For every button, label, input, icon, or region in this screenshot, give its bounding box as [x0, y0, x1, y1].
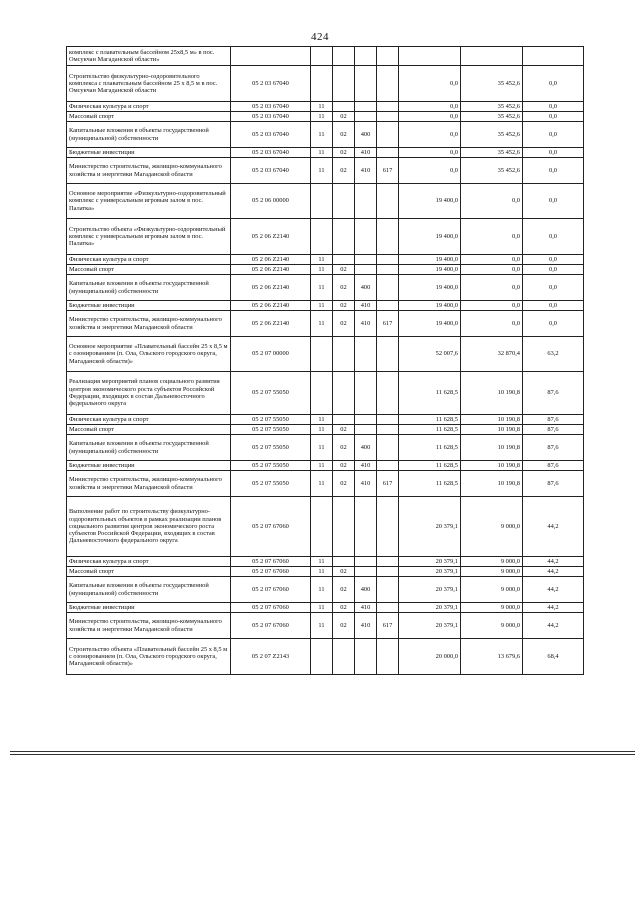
row-ministry-code	[377, 425, 399, 435]
row-expense-type	[355, 265, 377, 275]
row-planned-amount: 0,0	[399, 112, 461, 122]
page-number: 424	[311, 31, 329, 43]
row-section	[311, 497, 333, 557]
table-row	[67, 435, 584, 461]
row-section: 11	[311, 158, 333, 184]
row-section: 11	[311, 613, 333, 639]
row-subsection: 02	[333, 435, 355, 461]
row-executed-amount: 10 190,8	[461, 372, 523, 415]
table-row	[67, 461, 584, 471]
row-ministry-code	[377, 112, 399, 122]
row-name: Министерство строительства, жилищно-коммунального хозяйства и энергетики Магаданской области	[67, 158, 231, 184]
row-planned-amount: 20 379,1	[399, 603, 461, 613]
row-execution-percent: 44,2	[523, 557, 584, 567]
row-executed-amount: 32 870,4	[461, 337, 523, 372]
row-code: 05 2 07 67060	[231, 613, 311, 639]
row-ministry-code	[377, 603, 399, 613]
row-name: Основное мероприятие «Плавательный бассейн 25 х 8,5 м с озонированием (п. Ола, Ольского городского округа, Магаданской области)»	[67, 337, 231, 372]
row-executed-amount: 9 000,0	[461, 613, 523, 639]
row-expense-type: 410	[355, 301, 377, 311]
table-row	[67, 425, 584, 435]
row-execution-percent: 0,0	[523, 219, 584, 255]
row-expense-type: 410	[355, 613, 377, 639]
table-row	[67, 311, 584, 337]
row-name: Капитальные вложения в объекты государственной (муниципальной) собственности	[67, 577, 231, 603]
row-execution-percent	[523, 47, 584, 66]
row-section	[311, 47, 333, 66]
row-expense-type	[355, 219, 377, 255]
row-ministry-code: 617	[377, 158, 399, 184]
table-row	[67, 613, 584, 639]
row-subsection	[333, 415, 355, 425]
row-section: 11	[311, 567, 333, 577]
row-section: 11	[311, 102, 333, 112]
budget-table	[66, 46, 584, 675]
row-expense-type: 410	[355, 158, 377, 184]
row-planned-amount: 20 379,1	[399, 497, 461, 557]
row-executed-amount: 0,0	[461, 184, 523, 219]
row-section: 11	[311, 557, 333, 567]
row-expense-type: 400	[355, 577, 377, 603]
row-execution-percent: 44,2	[523, 497, 584, 557]
table-row	[67, 415, 584, 425]
row-ministry-code	[377, 461, 399, 471]
row-execution-percent: 68,4	[523, 639, 584, 675]
row-subsection: 02	[333, 265, 355, 275]
row-execution-percent: 87,6	[523, 425, 584, 435]
row-subsection: 02	[333, 122, 355, 148]
row-name: Физическая культура и спорт	[67, 557, 231, 567]
row-ministry-code	[377, 337, 399, 372]
row-section: 11	[311, 265, 333, 275]
row-code: 05 2 03 67040	[231, 122, 311, 148]
table-row	[67, 471, 584, 497]
row-code: 05 2 07 55050	[231, 415, 311, 425]
row-ministry-code	[377, 148, 399, 158]
row-name: Министерство строительства, жилищно-коммунального хозяйства и энергетики Магаданской области	[67, 311, 231, 337]
row-ministry-code	[377, 255, 399, 265]
row-executed-amount: 35 452,6	[461, 148, 523, 158]
row-name: Физическая культура и спорт	[67, 255, 231, 265]
row-expense-type	[355, 639, 377, 675]
row-executed-amount: 10 190,8	[461, 461, 523, 471]
row-name: Строительство объекта «Плавательный бассейн 25 х 8,5 м с озонированием (п. Ола, Ольского городского округа, Магаданской области)»	[67, 639, 231, 675]
row-executed-amount: 9 000,0	[461, 557, 523, 567]
row-execution-percent: 0,0	[523, 122, 584, 148]
row-code: 05 2 07 55050	[231, 471, 311, 497]
row-execution-percent: 0,0	[523, 148, 584, 158]
row-execution-percent: 44,2	[523, 567, 584, 577]
row-name: Строительство физкультурно-оздоровительного комплекса с плавательным бассейном 25 х 8,5 м в пос. Омсукчан Магаданской области	[67, 66, 231, 102]
row-code: 05 2 06 00000	[231, 184, 311, 219]
row-executed-amount: 9 000,0	[461, 603, 523, 613]
row-ministry-code	[377, 415, 399, 425]
row-executed-amount: 0,0	[461, 301, 523, 311]
row-subsection: 02	[333, 425, 355, 435]
row-subsection: 02	[333, 461, 355, 471]
row-execution-percent: 0,0	[523, 311, 584, 337]
row-code: 05 2 07 55050	[231, 435, 311, 461]
row-name: Бюджетные инвестиции	[67, 148, 231, 158]
row-name: Министерство строительства, жилищно-коммунального хозяйства и энергетики Магаданской области	[67, 471, 231, 497]
row-ministry-code	[377, 372, 399, 415]
row-planned-amount: 11 628,5	[399, 372, 461, 415]
row-ministry-code	[377, 265, 399, 275]
row-name: Массовый спорт	[67, 112, 231, 122]
row-expense-type: 410	[355, 603, 377, 613]
row-expense-type	[355, 66, 377, 102]
row-planned-amount: 0,0	[399, 158, 461, 184]
row-expense-type	[355, 497, 377, 557]
row-subsection	[333, 372, 355, 415]
row-expense-type	[355, 557, 377, 567]
row-executed-amount: 10 190,8	[461, 425, 523, 435]
row-planned-amount: 0,0	[399, 148, 461, 158]
row-subsection: 02	[333, 148, 355, 158]
row-section	[311, 184, 333, 219]
row-planned-amount: 20 379,1	[399, 567, 461, 577]
row-ministry-code	[377, 557, 399, 567]
row-name: Массовый спорт	[67, 265, 231, 275]
row-section: 11	[311, 311, 333, 337]
row-section: 11	[311, 435, 333, 461]
row-planned-amount: 19 400,0	[399, 184, 461, 219]
row-execution-percent: 0,0	[523, 66, 584, 102]
row-executed-amount: 10 190,8	[461, 471, 523, 497]
row-name: Выполнение работ по строительству физкультурно-оздоровительных объектов в рамках реализации планов социального развития центров экономического роста субъектов Российской Федерации, входящих в состав Дальневосточного федерального округа	[67, 497, 231, 557]
table-row	[67, 265, 584, 275]
row-planned-amount: 19 400,0	[399, 219, 461, 255]
row-expense-type: 400	[355, 435, 377, 461]
row-expense-type	[355, 184, 377, 219]
row-executed-amount: 0,0	[461, 219, 523, 255]
row-planned-amount	[399, 47, 461, 66]
row-ministry-code	[377, 66, 399, 102]
row-planned-amount: 11 628,5	[399, 471, 461, 497]
row-section	[311, 372, 333, 415]
row-code: 05 2 06 Z2140	[231, 311, 311, 337]
row-section: 11	[311, 122, 333, 148]
table-row	[67, 577, 584, 603]
row-executed-amount: 0,0	[461, 311, 523, 337]
row-planned-amount: 19 400,0	[399, 265, 461, 275]
row-executed-amount: 35 452,6	[461, 122, 523, 148]
row-executed-amount: 35 452,6	[461, 102, 523, 112]
row-planned-amount: 11 628,5	[399, 461, 461, 471]
row-name: Реализация мероприятий планов социального развития центров экономического роста субъектов Российской Федерации, входящих в состав Дальневосточного федерального округа	[67, 372, 231, 415]
row-code: 05 2 07 55050	[231, 425, 311, 435]
row-code: 05 2 07 67060	[231, 557, 311, 567]
row-execution-percent: 0,0	[523, 255, 584, 265]
row-subsection: 02	[333, 567, 355, 577]
row-subsection: 02	[333, 112, 355, 122]
table-row	[67, 639, 584, 675]
row-section: 11	[311, 301, 333, 311]
row-ministry-code	[377, 184, 399, 219]
row-executed-amount: 0,0	[461, 255, 523, 265]
row-execution-percent: 87,6	[523, 415, 584, 425]
row-section: 11	[311, 425, 333, 435]
row-section: 11	[311, 148, 333, 158]
row-ministry-code	[377, 577, 399, 603]
row-code: 05 2 07 55050	[231, 461, 311, 471]
row-code: 05 2 06 Z2140	[231, 219, 311, 255]
row-planned-amount: 0,0	[399, 122, 461, 148]
row-code: 05 2 03 67040	[231, 158, 311, 184]
row-expense-type: 410	[355, 471, 377, 497]
row-planned-amount: 11 628,5	[399, 435, 461, 461]
row-name: Капитальные вложения в объекты государственной (муниципальной) собственности	[67, 435, 231, 461]
row-execution-percent: 44,2	[523, 613, 584, 639]
row-planned-amount: 11 628,5	[399, 425, 461, 435]
row-ministry-code	[377, 567, 399, 577]
row-subsection	[333, 255, 355, 265]
row-name: Капитальные вложения в объекты государственной (муниципальной) собственности	[67, 275, 231, 301]
row-executed-amount: 9 000,0	[461, 577, 523, 603]
row-subsection: 02	[333, 577, 355, 603]
row-ministry-code: 617	[377, 311, 399, 337]
row-code: 05 2 06 Z2140	[231, 265, 311, 275]
table-row	[67, 557, 584, 567]
row-name: Массовый спорт	[67, 567, 231, 577]
budget-table-body	[67, 47, 584, 675]
table-row	[67, 275, 584, 301]
row-expense-type	[355, 567, 377, 577]
row-execution-percent: 87,6	[523, 372, 584, 415]
row-subsection: 02	[333, 471, 355, 497]
row-executed-amount: 35 452,6	[461, 158, 523, 184]
row-expense-type: 400	[355, 275, 377, 301]
row-execution-percent: 0,0	[523, 265, 584, 275]
row-executed-amount: 13 679,6	[461, 639, 523, 675]
table-row	[67, 184, 584, 219]
row-execution-percent: 44,2	[523, 577, 584, 603]
row-name: Капитальные вложения в объекты государственной (муниципальной) собственности	[67, 122, 231, 148]
row-planned-amount: 0,0	[399, 102, 461, 112]
table-row	[67, 122, 584, 148]
table-row	[67, 66, 584, 102]
row-expense-type	[355, 425, 377, 435]
row-name: Физическая культура и спорт	[67, 102, 231, 112]
row-subsection	[333, 102, 355, 112]
row-name: Бюджетные инвестиции	[67, 461, 231, 471]
row-code: 05 2 03 67040	[231, 102, 311, 112]
row-ministry-code	[377, 301, 399, 311]
row-section: 11	[311, 275, 333, 301]
row-expense-type	[355, 337, 377, 372]
row-subsection: 02	[333, 301, 355, 311]
table-row	[67, 567, 584, 577]
table-row	[67, 603, 584, 613]
row-executed-amount: 35 452,6	[461, 112, 523, 122]
row-subsection: 02	[333, 158, 355, 184]
row-name: Массовый спорт	[67, 425, 231, 435]
row-ministry-code	[377, 102, 399, 112]
row-executed-amount	[461, 47, 523, 66]
row-execution-percent: 87,6	[523, 471, 584, 497]
table-row	[67, 112, 584, 122]
row-ministry-code	[377, 497, 399, 557]
row-ministry-code: 617	[377, 471, 399, 497]
row-name: Министерство строительства, жилищно-коммунального хозяйства и энергетики Магаданской области	[67, 613, 231, 639]
row-code: 05 2 03 67040	[231, 112, 311, 122]
row-code: 05 2 07 00000	[231, 337, 311, 372]
row-section: 11	[311, 577, 333, 603]
row-executed-amount: 9 000,0	[461, 567, 523, 577]
row-code: 05 2 07 67060	[231, 577, 311, 603]
row-executed-amount: 10 190,8	[461, 435, 523, 461]
row-subsection	[333, 337, 355, 372]
row-subsection	[333, 184, 355, 219]
table-row	[67, 47, 584, 66]
row-planned-amount: 19 400,0	[399, 275, 461, 301]
row-expense-type	[355, 112, 377, 122]
row-expense-type: 410	[355, 148, 377, 158]
row-planned-amount: 11 628,5	[399, 415, 461, 425]
row-code: 05 2 07 55050	[231, 372, 311, 415]
row-subsection: 02	[333, 275, 355, 301]
row-code: 05 2 06 Z2140	[231, 301, 311, 311]
row-section: 11	[311, 415, 333, 425]
footer-rule-top	[10, 751, 635, 752]
row-planned-amount: 19 400,0	[399, 301, 461, 311]
table-row	[67, 102, 584, 112]
row-name: Бюджетные инвестиции	[67, 603, 231, 613]
row-ministry-code	[377, 47, 399, 66]
row-expense-type: 410	[355, 461, 377, 471]
row-expense-type	[355, 372, 377, 415]
table-row	[67, 148, 584, 158]
row-executed-amount: 10 190,8	[461, 415, 523, 425]
row-executed-amount: 35 452,6	[461, 66, 523, 102]
row-execution-percent: 63,2	[523, 337, 584, 372]
row-planned-amount: 20 379,1	[399, 613, 461, 639]
row-executed-amount: 0,0	[461, 265, 523, 275]
row-ministry-code: 617	[377, 613, 399, 639]
row-subsection	[333, 47, 355, 66]
footer-rule-bottom	[10, 754, 635, 755]
row-subsection	[333, 219, 355, 255]
row-execution-percent: 87,6	[523, 435, 584, 461]
row-section: 11	[311, 603, 333, 613]
row-executed-amount: 9 000,0	[461, 497, 523, 557]
table-row	[67, 337, 584, 372]
row-expense-type: 410	[355, 311, 377, 337]
row-code: 05 2 03 67040	[231, 66, 311, 102]
row-executed-amount: 0,0	[461, 275, 523, 301]
row-section	[311, 639, 333, 675]
row-subsection: 02	[333, 603, 355, 613]
row-ministry-code	[377, 219, 399, 255]
row-ministry-code	[377, 275, 399, 301]
row-execution-percent: 0,0	[523, 275, 584, 301]
row-section: 11	[311, 255, 333, 265]
row-code: 05 2 07 67060	[231, 497, 311, 557]
row-planned-amount: 19 400,0	[399, 255, 461, 265]
row-section: 11	[311, 461, 333, 471]
row-section	[311, 66, 333, 102]
row-subsection	[333, 639, 355, 675]
row-subsection: 02	[333, 311, 355, 337]
row-code: 05 2 03 67040	[231, 148, 311, 158]
row-execution-percent: 87,6	[523, 461, 584, 471]
row-expense-type: 400	[355, 122, 377, 148]
row-planned-amount: 20 379,1	[399, 557, 461, 567]
row-name: Основное мероприятие «Физкультурно-оздоровительный комплекс с универсальным игровым залом в пос. Палатка»	[67, 184, 231, 219]
row-planned-amount: 52 007,6	[399, 337, 461, 372]
row-subsection	[333, 66, 355, 102]
row-name: Физическая культура и спорт	[67, 415, 231, 425]
row-expense-type	[355, 102, 377, 112]
row-section: 11	[311, 112, 333, 122]
row-planned-amount: 19 400,0	[399, 311, 461, 337]
row-planned-amount: 0,0	[399, 66, 461, 102]
row-code	[231, 47, 311, 66]
row-code: 05 2 06 Z2140	[231, 255, 311, 265]
row-section: 11	[311, 471, 333, 497]
row-ministry-code	[377, 435, 399, 461]
row-execution-percent: 0,0	[523, 158, 584, 184]
row-section	[311, 337, 333, 372]
row-name: Бюджетные инвестиции	[67, 301, 231, 311]
row-subsection: 02	[333, 613, 355, 639]
row-name: Строительство объекта «Физкультурно-оздоровительный комплекс с универсальным игровым залом в пос. Палатка»	[67, 219, 231, 255]
row-ministry-code	[377, 122, 399, 148]
row-expense-type	[355, 415, 377, 425]
row-subsection	[333, 497, 355, 557]
row-subsection	[333, 557, 355, 567]
row-planned-amount: 20 000,0	[399, 639, 461, 675]
row-expense-type	[355, 255, 377, 265]
row-ministry-code	[377, 639, 399, 675]
table-row	[67, 301, 584, 311]
row-execution-percent: 0,0	[523, 102, 584, 112]
table-row	[67, 497, 584, 557]
row-name: комплекс с плавательным бассейном 25х8,5 м» в пос. Омсукчан Магаданской области»	[67, 47, 231, 66]
table-row	[67, 158, 584, 184]
row-execution-percent: 0,0	[523, 301, 584, 311]
row-section	[311, 219, 333, 255]
row-code: 05 2 07 67060	[231, 603, 311, 613]
row-execution-percent: 0,0	[523, 112, 584, 122]
table-row	[67, 372, 584, 415]
row-code: 05 2 06 Z2140	[231, 275, 311, 301]
table-row	[67, 219, 584, 255]
row-code: 05 2 07 Z2143	[231, 639, 311, 675]
row-execution-percent: 44,2	[523, 603, 584, 613]
row-expense-type	[355, 47, 377, 66]
row-code: 05 2 07 67060	[231, 567, 311, 577]
row-execution-percent: 0,0	[523, 184, 584, 219]
table-row	[67, 255, 584, 265]
row-planned-amount: 20 379,1	[399, 577, 461, 603]
